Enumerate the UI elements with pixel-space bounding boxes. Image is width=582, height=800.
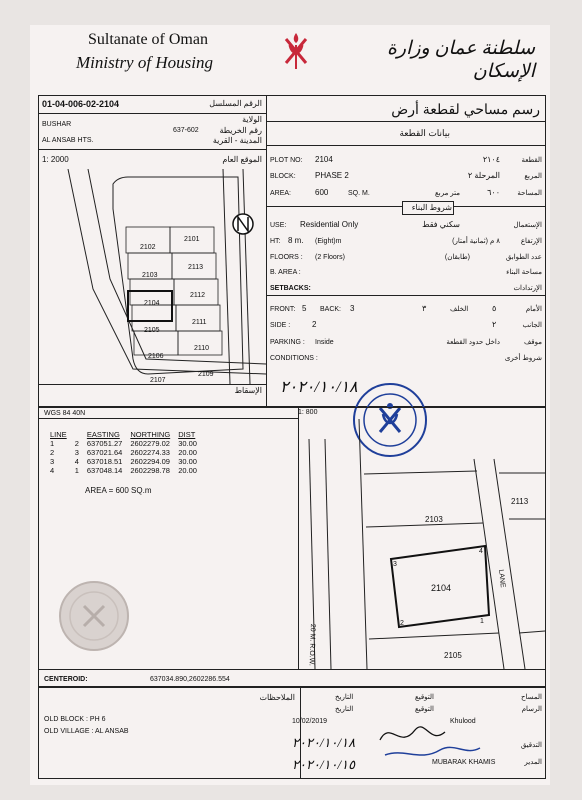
location-map — [38, 169, 266, 384]
back-label-ar: الخلف — [450, 306, 469, 313]
floors-value: (2 Floors) — [315, 254, 345, 261]
drafter-date: 10/02/2019 — [292, 718, 328, 725]
loc-plot-label: 2106 — [148, 353, 164, 360]
row-from: 3 — [50, 457, 55, 466]
coord-header: EASTING — [86, 430, 120, 439]
handwritten-date-2: ٢٠٢٠/١٠/١٥ — [292, 757, 356, 772]
setbacks-label: SETBACKS: — [270, 285, 311, 292]
town: AL ANSAB HTS. — [42, 137, 94, 144]
oman-emblem-icon — [282, 29, 310, 73]
loc-plot-label: 2109 — [198, 371, 214, 378]
setbacks-label-ar: الإرتدادات — [513, 285, 542, 292]
area-unit-ar: متر مربع — [435, 190, 460, 197]
floors-label: FLOORS : — [270, 254, 303, 261]
side-value-ar: ٢ — [492, 320, 497, 329]
drafter-label-ar: الرسام — [521, 706, 542, 713]
date-column-ar: التاريخ — [335, 706, 354, 713]
header-english-line2: Ministry of Housing — [76, 53, 213, 72]
town-label-ar: المدينة - القرية — [212, 136, 262, 145]
parking-value-ar: داخل حدود القطعة — [446, 339, 500, 346]
use-label: USE: — [270, 222, 287, 229]
detail-map — [299, 419, 545, 669]
table-row — [46, 457, 201, 466]
surveyor-label-ar: المساح — [520, 694, 542, 701]
handwritten-date-1: ٢٠٢٠/١٠/١٨ — [292, 735, 356, 750]
building-area-label-ar: مساحة البناء — [506, 269, 542, 276]
table-row — [46, 439, 201, 448]
row-easting: 637018.51 — [86, 457, 123, 466]
height-value: 8 m. — [288, 236, 304, 245]
date-column-ar: التاريخ — [335, 694, 354, 701]
plot-no-label-ar: القطعة — [521, 157, 542, 164]
back-label: BACK: — [320, 306, 342, 313]
detail-plot-label: 2103 — [425, 515, 443, 524]
floors-label-ar: عدد الطوابق — [505, 254, 542, 261]
row-distance: 30.00 — [178, 457, 197, 466]
front-value: 5 — [302, 304, 307, 313]
centeroid-value: 637034.890,2602286.554 — [150, 676, 230, 683]
wilayat-label-ar: الولاية — [242, 115, 262, 124]
map-number: 637-602 — [173, 127, 199, 134]
director-label-ar: المدير — [524, 759, 542, 766]
lane-label: LANE — [497, 569, 506, 589]
plot-no-label: PLOT NO: — [270, 157, 303, 164]
row-northing: 2602294.09 — [130, 457, 170, 466]
loc-plot-label: 2113 — [188, 264, 204, 271]
row-northing: 2602274.33 — [130, 448, 170, 457]
building-conditions-heading-ar: شروط البناء — [411, 203, 452, 212]
block-label: BLOCK: — [270, 173, 296, 180]
document-title-ar: رسم مساحي لقطعة أرض — [391, 101, 540, 117]
drafter-name: Khulood — [450, 718, 476, 725]
wgs-label: WGS 84 40N — [44, 410, 86, 417]
loc-plot-label-selected: 2104 — [144, 300, 160, 307]
road-label: 20 M. R.O.W. — [307, 623, 317, 666]
loc-plot-label: 2101 — [184, 236, 200, 243]
height-label-ar: الإرتفاع — [520, 238, 542, 245]
block-value-ar: المرحلة ٢ — [467, 171, 500, 180]
row-northing: 2602298.78 — [130, 466, 170, 475]
table-row — [46, 466, 201, 475]
use-value: Residential Only — [300, 220, 359, 229]
row-distance: 30.00 — [178, 439, 197, 448]
row-from: 4 — [50, 466, 55, 475]
coord-header: DIST — [178, 430, 196, 439]
row-from: 2 — [50, 448, 55, 457]
plot-no-value: 2104 — [315, 155, 333, 164]
block-label-ar: المربع — [524, 173, 542, 180]
height-words: (Eight)m — [315, 238, 342, 245]
area-label: AREA: — [270, 190, 292, 197]
loc-plot-label: 2107 — [150, 377, 166, 384]
handwritten-date: ٢٠٢٠/١٠/١٨ — [280, 379, 358, 396]
row-easting: 637048.14 — [86, 466, 123, 475]
survey-document — [30, 25, 550, 785]
notes-label-ar: الملاحظات — [259, 693, 295, 702]
detail-scale: 1: 800 — [298, 409, 318, 416]
header-arabic: سلطنة عمان وزارة الإسكان — [386, 38, 535, 82]
row-to: 2 — [74, 439, 79, 448]
row-northing: 2602279.02 — [130, 439, 170, 448]
serial-number: 01-04-006-02-2104 — [42, 99, 120, 109]
location-scale-label-ar: الموقع العام — [222, 155, 262, 164]
side-label: SIDE : — [270, 322, 291, 329]
row-from: 1 — [50, 439, 55, 448]
location-scale: 1: 2000 — [42, 155, 69, 164]
signature-column-ar: التوقيع — [415, 694, 434, 701]
detail-plot-label: 2113 — [511, 497, 529, 506]
conditions-label-ar: شروط أخرى — [504, 355, 542, 362]
row-distance: 20.00 — [178, 466, 197, 475]
area-label-ar: المساحة — [517, 190, 542, 197]
director-name: MUBARAK KHAMIS — [432, 759, 496, 766]
old-block: OLD BLOCK : PH 6 — [44, 716, 106, 723]
vertex-label: 4 — [479, 548, 483, 555]
wilayat: BUSHAR — [42, 121, 72, 128]
building-area-label: B. AREA : — [270, 269, 301, 276]
plot-no-value-ar: ٢١٠٤ — [482, 155, 500, 164]
row-to: 1 — [74, 466, 79, 475]
area-value-ar: ٦٠٠ — [487, 188, 500, 197]
serial-label-ar: الرقم المسلسل — [209, 99, 262, 108]
row-easting: 637051.27 — [86, 439, 123, 448]
front-value-ar: ٥ — [492, 304, 497, 313]
vertex-label: 2 — [400, 620, 404, 627]
loc-plot-label: 2110 — [194, 345, 210, 352]
projection-label-ar: الإسقاط — [234, 386, 262, 395]
row-distance: 20.00 — [178, 448, 197, 457]
coordinates-table — [46, 430, 201, 475]
floors-value-ar: (طابقان) — [444, 254, 470, 261]
use-label-ar: الإستعمال — [513, 222, 542, 229]
area-value: 600 — [315, 188, 329, 197]
height-value-ar: ٨ م (ثمانية أمتار) — [452, 238, 500, 245]
loc-plot-label: 2103 — [142, 272, 158, 279]
detail-plot-label-selected: 2104 — [431, 583, 452, 593]
back-value: 3 — [350, 304, 355, 313]
signature-column-ar: التوقيع — [415, 706, 434, 713]
height-label: HT: — [270, 238, 281, 245]
centeroid-label: CENTEROID: — [44, 676, 88, 683]
parking-label-ar: موقف — [524, 339, 542, 346]
parking-value: Inside — [315, 339, 334, 346]
embossed-seal-icon — [58, 580, 130, 652]
map-label-ar: رقم الخريطة — [219, 126, 262, 135]
conditions-label: CONDITIONS : — [270, 355, 318, 362]
back-value-ar: ٣ — [422, 304, 427, 313]
checker-label-ar: التدقيق — [520, 742, 542, 749]
header-english-line1: Sultanate of Oman — [88, 31, 208, 48]
area-summary: AREA = 600 SQ.m — [85, 486, 152, 495]
row-to: 4 — [74, 457, 79, 466]
loc-plot-label: 2112 — [190, 292, 206, 299]
coord-header: NORTHING — [130, 430, 171, 439]
vertex-label: 1 — [480, 618, 484, 625]
row-easting: 637021.64 — [86, 448, 123, 457]
plot-data-heading-ar: بيانات القطعة — [399, 128, 450, 138]
row-to: 3 — [74, 448, 79, 457]
block-value: PHASE 2 — [315, 171, 349, 180]
vertex-label: 3 — [393, 561, 397, 568]
signatures — [370, 710, 490, 765]
parking-label: PARKING : — [270, 339, 305, 346]
use-value-ar: سكني فقط — [422, 220, 460, 229]
detail-plot-label: 2105 — [444, 651, 462, 660]
old-village: OLD VILLAGE : AL ANSAB — [44, 728, 129, 735]
area-unit: SQ. M. — [348, 190, 370, 197]
loc-plot-label: 2102 — [140, 244, 156, 251]
loc-plot-label: 2111 — [192, 319, 207, 326]
side-value: 2 — [312, 320, 317, 329]
table-row — [46, 448, 201, 457]
side-label-ar: الجانب — [522, 322, 542, 329]
front-label-ar: الأمام — [525, 306, 542, 313]
front-label: FRONT: — [270, 306, 296, 313]
loc-plot-label: 2105 — [144, 327, 160, 334]
coord-header: LINE — [50, 430, 67, 439]
